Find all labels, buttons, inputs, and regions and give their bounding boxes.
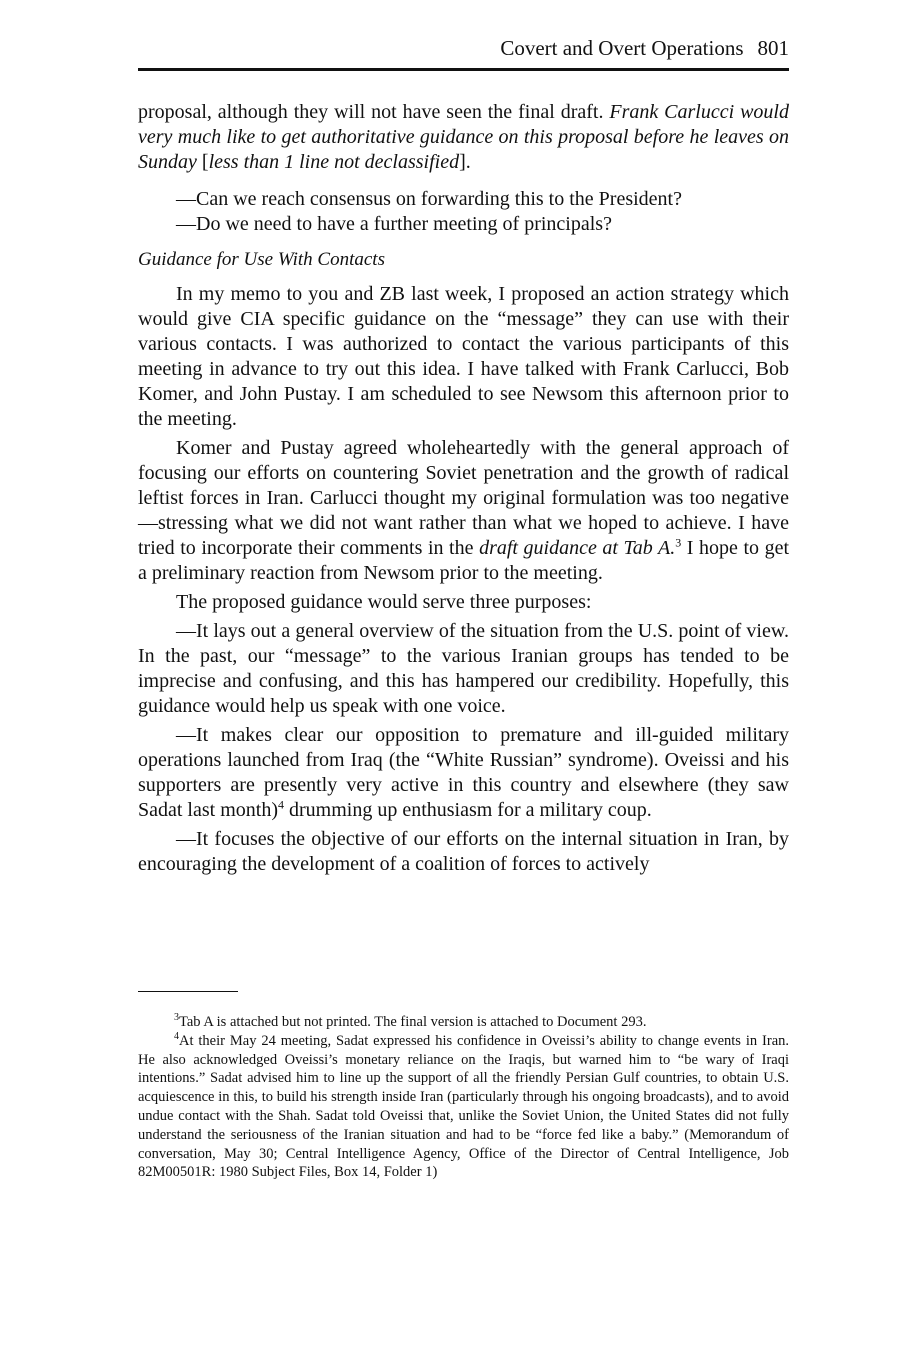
paragraph-purposes-intro: The proposed guidance would serve three purposes: [176,591,592,613]
footnote-ref-4[interactable]: 4 [277,797,284,812]
question-list [138,187,789,237]
paragraph-purpose-opposition: —It makes clear our opposition to premature and ill-guided military operations launched from Iraq (the “White Russian” syndrome). Oveissi and his supporters are presently very active in this country and elsewhere (they saw Sadat last month)$^4$ drumming up enthusiasm for a military coup. [138,724,789,821]
paragraph-continuation: proposal, although they will not have seen the final draft. Frank Carlucci would very much like to get authoritative guidance on this proposal before he leaves on Sunday [less than 1 line not declassified]. [138,101,789,173]
body-text [138,100,789,877]
running-header [500,36,789,61]
paragraph-purpose-focus: —It focuses the objective of our efforts on the internal situation in Iran, by encouraging the development of a coalition of forces to actively [138,828,789,875]
question-item: —Do we need to have a further meeting of principals? [176,213,612,235]
section-subheading: Guidance for Use With Contacts [138,249,385,270]
footnote-ref-3[interactable]: 3 [675,535,682,550]
footnote-4: $^4$At their May 24 meeting, Sadat expressed his confidence in Oveissi’s ability to change events in Iran. He also acknowledged Oveissi’s monetary reliance on the Iraqis, but warned him to “be wary of Iraqi intentions.” Sadat advised him to line up the support of all the friendly Persian Gulf countries, to obtain U.S. acquiescence in this, to build his strength inside Iran (particularly through his ongoing broadcasts), and to avoid undue contact with the Shah. Sadat told Oveissi that, unlike the Soviet Union, the United States did not fully understand the seriousness of the Iranian situation and had to be “force fed like a baby.” (Memorandum of conversation, May 30; Central Intelligence Agency, Office of the Director of Central Intelligence, Job 82M00501R: 1980 Subject Files, Box 14, Folder 1) [138,1030,789,1181]
paragraph-purpose-overview: —It lays out a general overview of the situation from the U.S. point of view. In the past, our “message” to the various Iranian groups has tended to be imprecise and confusing, and this has hampered our credibility. Hopefully, this guidance would help us speak with one voice. [138,620,789,717]
page-number: 801 [757,36,789,60]
paragraph-action-strategy: In my memo to you and ZB last week, I proposed an action strategy which would give CIA specific guidance on the “message” they can use with their various contacts. I was authorized to contact the various participants of this meeting in advance to try out this idea. I have talked with Frank Carlucci, Bob Komer, and John Pustay. I am scheduled to see Newsom this afternoon prior to the meeting. [138,283,789,430]
question-item: —Can we reach consensus on forwarding this to the President? [176,188,682,210]
footnote-rule [138,991,238,992]
footnote-3: $^3$Tab A is attached but not printed. The final version is attached to Document 293. [174,1012,647,1030]
header-rule [138,68,789,71]
running-title: Covert and Overt Operations [500,36,744,60]
paragraph-komer-pustay: Komer and Pustay agreed wholeheartedly with the general approach of focusing our efforts on countering Soviet penetration and the growth of radical leftist forces in Iran. Carlucci thought my original formulation was too negative—stressing what we did not want rather than what we hoped to achieve. I have tried to incorporate their comments in the draft guidance at Tab A.$^3$ I hope to get a preliminary reaction from Newsom prior to the meeting. [138,437,789,584]
footnotes [138,1013,789,1182]
